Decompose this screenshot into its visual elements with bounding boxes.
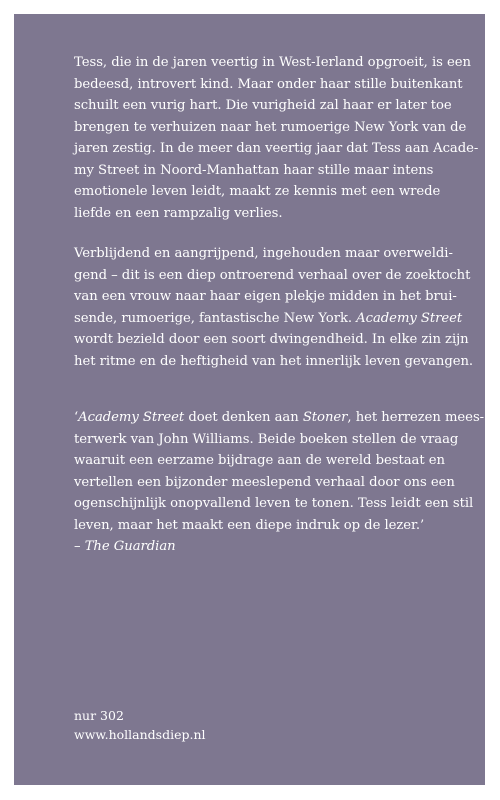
description-line — [74, 308, 463, 330]
stoner-title-italic: Stoner — [302, 410, 348, 425]
back-cover — [14, 14, 485, 785]
description-line: gend – dit is een diep ontroerend verhaal over de zoektocht — [74, 267, 471, 283]
quote-open-mark: ‘ — [74, 410, 79, 425]
description-line: het ritme en de heftigheid van het innerlijk leven gevangen. — [74, 353, 474, 369]
description-line: Verblijdend en aangrijpend, ingehouden maar overweldi- — [74, 246, 453, 261]
publisher-website: www.hollandsdiep.nl — [74, 727, 206, 742]
quote-line: terwerk van John Williams. Beide boeken stellen de vraag — [74, 431, 459, 447]
synopsis-paragraph — [74, 52, 479, 224]
description-line: wordt bezield door een soort dwingendheid. In elke zin zijn — [74, 332, 469, 347]
quote-line: ogenschijnlijk onopvallend leven te tonen. Tess leidt een stil — [74, 496, 474, 511]
synopsis-line: schuilt een vurig hart. Die vurigheid zal haar er later toe — [74, 98, 452, 113]
synopsis-line: jaren zestig. In de meer dan veertig jaar dat Tess aan Acade- — [74, 141, 479, 156]
synopsis-line: bedeesd, introvert kind. Maar onder haar stille buitenkant — [74, 76, 463, 92]
quote-line: vertellen een bijzonder meeslepend verhaal door ons een — [74, 474, 455, 490]
quote-text: doet denken aan — [184, 410, 303, 425]
synopsis-line: liefde en een rampzalig verlies. — [74, 205, 283, 221]
nur-code: nur 302 — [74, 708, 124, 723]
description-line: van een vrouw naar haar eigen plekje midden in het brui- — [74, 289, 457, 304]
attribution-dash: – — [74, 539, 85, 554]
attribution-source: The Guardian — [84, 539, 176, 554]
publisher-footer — [74, 706, 206, 744]
synopsis-line: my Street in Noord-Manhattan haar stille maar intens — [74, 162, 434, 178]
quote-line: leven, maar het maakt een diepe indruk op de lezer.’ — [74, 517, 425, 533]
synopsis-line: brengen te verhuizen naar het rumoerige New York van de — [74, 119, 467, 135]
book-title-italic: Academy Street — [356, 310, 463, 326]
synopsis-line: emotionele leven leidt, maakt ze kennis met een wrede — [74, 184, 441, 199]
description-paragraph — [74, 243, 474, 372]
description-text: sende, rumoerige, fantastische New York. — [74, 310, 357, 326]
synopsis-line: Tess, die in de jaren veertig in West-Ierland opgroeit, is een — [74, 55, 471, 70]
review-quote — [74, 407, 485, 558]
quote-line — [74, 407, 485, 429]
quote-text: , het herrezen mees- — [347, 410, 485, 425]
quote-line: waaruit een eerzame bijdrage aan de wereld bestaat en — [74, 453, 445, 468]
book-title-italic: Academy Street — [78, 410, 185, 425]
quote-attribution — [74, 536, 439, 558]
